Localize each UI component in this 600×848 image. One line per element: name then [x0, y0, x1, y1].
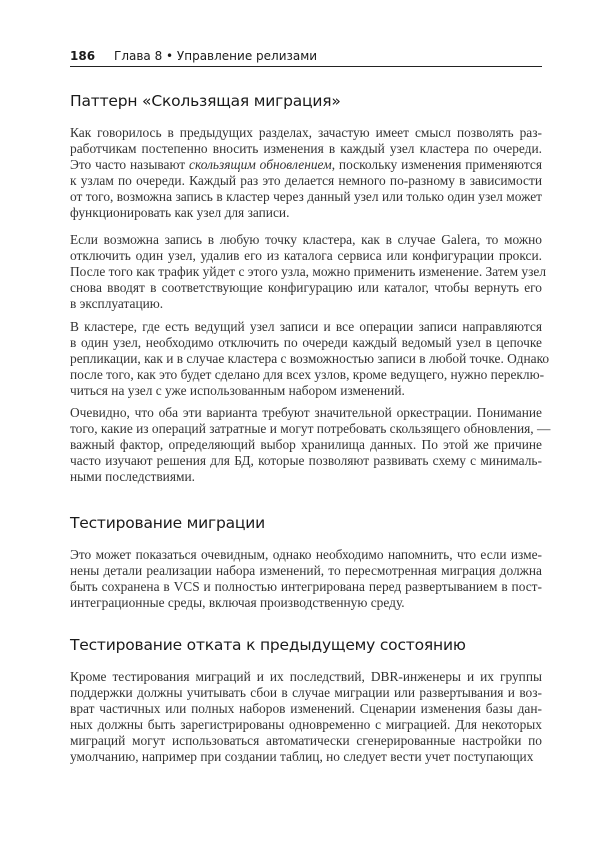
text-line: снова вводят в соответствующие конфигурацию или каталог, чтобы вернуть его: [70, 280, 542, 295]
paragraph: [70, 232, 547, 312]
section-heading-rolling-migration: Паттерн «Скользящая миграция»: [70, 92, 341, 110]
text-line: врат частичных или полных наборов изменений. Сценарии изменения базы дан-: [70, 701, 542, 716]
text-line: Очевидно, что оба эти варианта требуют значительной оркестрации. Понимание: [70, 405, 542, 420]
text-line: Как говорилось в предыдущих разделах, зачастую имеет смысл позволять раз-: [70, 125, 542, 140]
paragraph: [70, 669, 542, 765]
text-line: от того, возможна запись в кластер через данный узел или только один узел может: [70, 189, 542, 204]
text-line: репликации, как и в случае кластера с возможностью записи в любой точке. Однако: [70, 351, 550, 366]
text-line: [70, 157, 542, 173]
text-line: Если возможна запись в любую точку кластера, как в случае Galera, то можно: [70, 232, 542, 247]
text-line: В кластере, где есть ведущий узел записи и все операции записи направляются: [70, 319, 542, 334]
text-line: ными последствиями.: [70, 469, 195, 484]
text-line: к узлам по очереди. Каждый раз это делается немного по-разному в зависимости: [70, 173, 542, 188]
text-line: важный фактор, определяющий выбор хранилища данных. По этой же причине: [70, 437, 542, 452]
text-line: после того, как это будет сделано для всех узлов, кроме ведущего, нужно переклю-: [70, 367, 545, 382]
chapter-title: Глава 8 • Управление релизами: [114, 49, 318, 63]
text-segment: Это часто называют: [70, 157, 190, 172]
paragraph: [70, 319, 550, 399]
text-line: функционировать как узел для записи.: [70, 205, 290, 220]
paragraph: [70, 405, 551, 485]
text-line: миграций могут использоваться автоматически сгенерированные настройки по: [70, 733, 542, 748]
running-header: [70, 48, 542, 67]
text-line: быть сохранена в VCS и полностью интегрирована перед развертыванием в пост-: [70, 579, 542, 594]
page-number: 186: [70, 49, 96, 63]
text-line: поддержки должны учитывать сбои в случае миграции или развертывания и воз-: [70, 685, 542, 700]
text-line: в эксплуатацию.: [70, 296, 164, 311]
text-line: того, какие из операций затратные и могут потребовать скользящего обновления, —: [70, 421, 551, 436]
text-line: отключить один узел, удалив его из каталога сервиса или конфигурации прокси.: [70, 248, 542, 263]
section-heading-migration-testing: Тестирование миграции: [70, 514, 265, 532]
text-line: Это может показаться очевидным, однако необходимо напомнить, что если изме-: [70, 547, 542, 562]
text-segment: , поскольку изменения применяются: [331, 157, 542, 172]
text-line: ных должны быть зарегистрированы одновременно с миграцией. Для некоторых: [70, 717, 542, 732]
text-line: нены детали реализации набора изменений, то пересмотренная миграция должна: [70, 563, 542, 578]
text-line: интеграционные среды, включая производственную среду.: [70, 595, 405, 610]
section-heading-rollback-testing: Тестирование отката к предыдущему состоянию: [70, 636, 466, 654]
text-line: часто изучают решения для БД, которые позволяют развивать схему с минималь-: [70, 453, 542, 468]
paragraph: [70, 547, 542, 611]
text-line: работчикам постепенно вносить изменения в каждый узел кластера по очереди.: [70, 141, 542, 156]
text-line: Кроме тестирования миграций и их последствий, DBR-инженеры и их группы: [70, 669, 542, 684]
paragraph: [70, 125, 542, 221]
text-line: в один узел, необходимо отключить по очереди каждый ведомый узел в цепочке: [70, 335, 542, 350]
text-line: читься на узел с уже использованным набором изменений.: [70, 383, 405, 398]
emphasized-term: скользящим обновлением: [189, 157, 332, 172]
text-line: умолчанию, например при создании таблиц, но следует вести учет поступающих: [70, 749, 534, 764]
text-line: После того как трафик уйдет с этого узла, можно применить изменение. Затем узел: [70, 264, 547, 279]
